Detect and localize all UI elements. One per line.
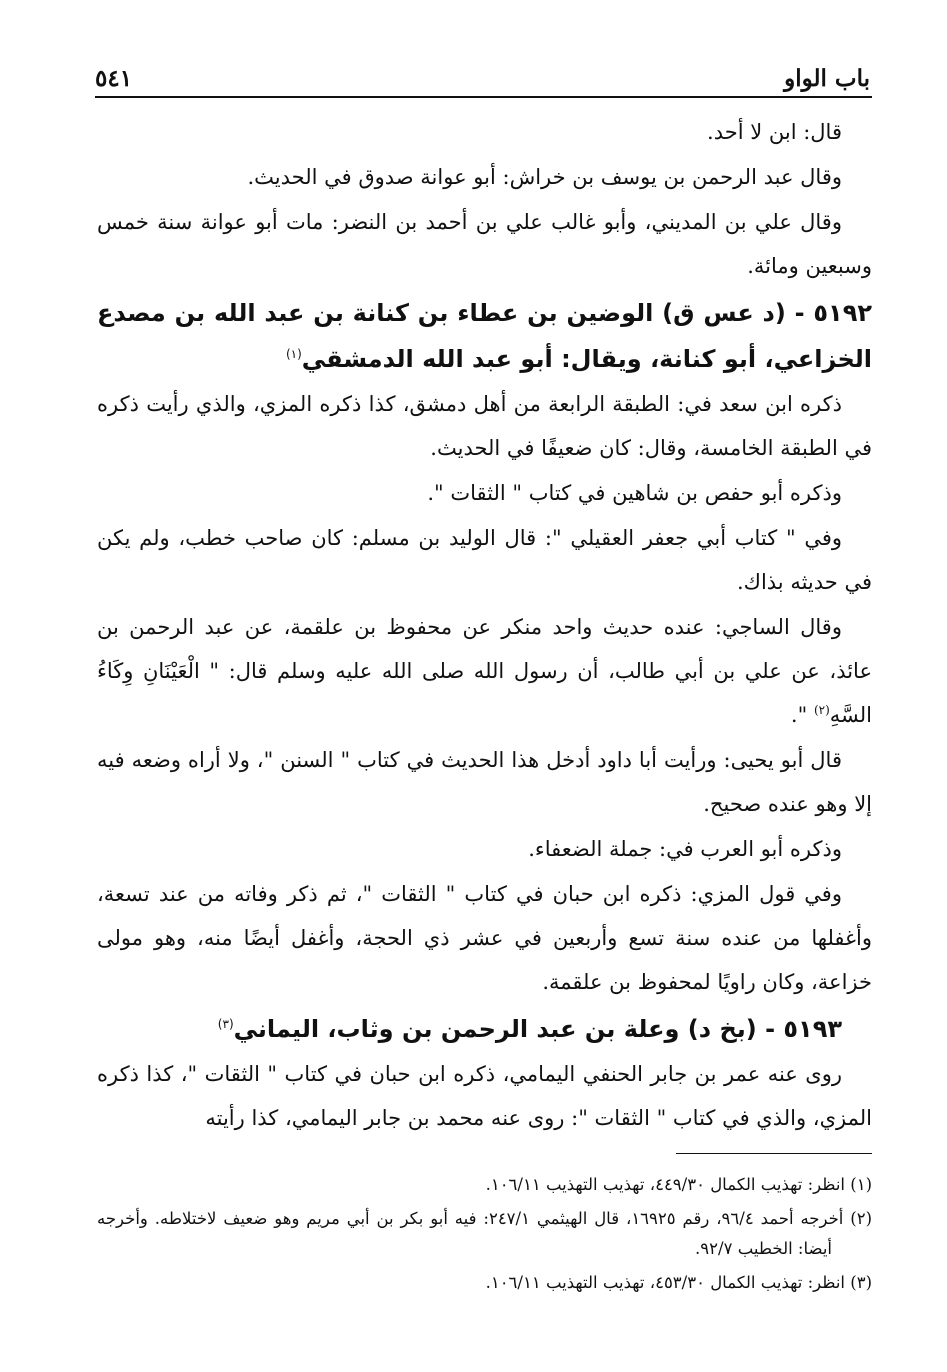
paragraph-text-end: ". — [790, 703, 814, 727]
paragraph — [97, 605, 872, 737]
paragraph-text: وقال الساجي: عنده حديث واحد منكر عن محفوظ بن علقمة، عن عبد الرحمن بن عائذ، عن علي بن أبي طالب، أن رسول الله صلى الله عليه وسلم قال: " الْعَيْنَانِ وِكَاءُ السَّهِ — [97, 615, 872, 727]
running-head — [95, 56, 870, 92]
footnote: (٣) انظر: تهذيب الكمال ٤٥٣/٣٠، تهذيب التهذيب ١٠٦/١١. — [485, 1273, 872, 1292]
paragraph: قال أبو يحيى: ورأيت أبا داود أدخل هذا الحديث في كتاب " السنن "، ولا أراه وضعه فيه إلا وهو عنده صحيح. — [97, 748, 872, 816]
paragraph: وقال علي بن المديني، وأبو غالب علي بن أحمد بن النضر: مات أبو عوانة سنة خمس وسبعين ومائة. — [97, 210, 872, 278]
paragraph: وفي " كتاب أبي جعفر العقيلي ": قال الوليد بن مسلم: كان صاحب خطب، ولم يكن في حديثه بذاك. — [97, 526, 872, 594]
footnote: (٢) أخرجه أحمد ٩٦/٤، رقم ١٦٩٢٥، قال الهيثمي ٢٤٧/١: فيه أبو بكر بن أبي مريم وهو ضعيف لاختلاطه. وأخرجه أيضا: الخطيب ٩٢/٧. — [97, 1209, 873, 1258]
paragraph: وذكره أبو حفص بن شاهين في كتاب " الثقات ". — [427, 481, 842, 505]
paragraph: روى عنه عمر بن جابر الحنفي اليمامي، ذكره ابن حبان في كتاب " الثقات "، كذا ذكره المزي، والذي في كتاب " الثقات ": روى عنه محمد بن جابر اليمامي، كذا رأيته — [97, 1062, 872, 1130]
footnote-marker: (١) — [285, 347, 302, 361]
footnotes — [97, 1170, 872, 1302]
paragraph: ذكره ابن سعد في: الطبقة الرابعة من أهل دمشق، كذا ذكره المزي، والذي رأيت ذكره في الطبقة الخامسة، وقال: كان ضعيفًا في الحديث. — [97, 392, 872, 460]
entry-heading-5193 — [97, 1006, 872, 1052]
entry-heading-text: ٥١٩٣ - (بخ د) وعلة بن عبد الرحمن بن وثاب، اليماني — [233, 1015, 842, 1043]
footnote-marker: (٣) — [217, 1017, 234, 1031]
footnote-separator — [676, 1153, 872, 1154]
entry-heading-5192 — [97, 290, 872, 382]
footnote-marker: (٢) — [813, 703, 830, 717]
paragraph: وقال عبد الرحمن بن يوسف بن خراش: أبو عوانة صدوق في الحديث. — [247, 165, 842, 189]
page-number: ٥٤١ — [95, 65, 133, 92]
chapter-title: باب الواو — [784, 65, 870, 92]
paragraph: قال: ابن لا أحد. — [707, 120, 842, 144]
paragraph: وذكره أبو العرب في: جملة الضعفاء. — [528, 837, 842, 861]
paragraph: وفي قول المزي: ذكره ابن حبان في كتاب " الثقات "، ثم ذكر وفاته من عند تسعة، وأغفلها من عنده سنة تسع وأربعين في عشر ذي الحجة، وأغفل أيضًا منه، وهو مولى خزاعة، وكان راويًا لمحفوظ بن علقمة. — [97, 882, 872, 994]
footnote: (١) انظر: تهذيب الكمال ٤٤٩/٣٠، تهذيب التهذيب ١٠٦/١١. — [485, 1175, 872, 1194]
main-text — [97, 110, 872, 1141]
header-rule — [95, 96, 872, 98]
entry-heading-text: ٥١٩٢ - (د عس ق) الوضين بن عطاء بن كنانة بن عبد الله بن مصدع الخزاعي، أبو كنانة، ويقال: أبو عبد الله الدمشقي — [97, 299, 872, 373]
